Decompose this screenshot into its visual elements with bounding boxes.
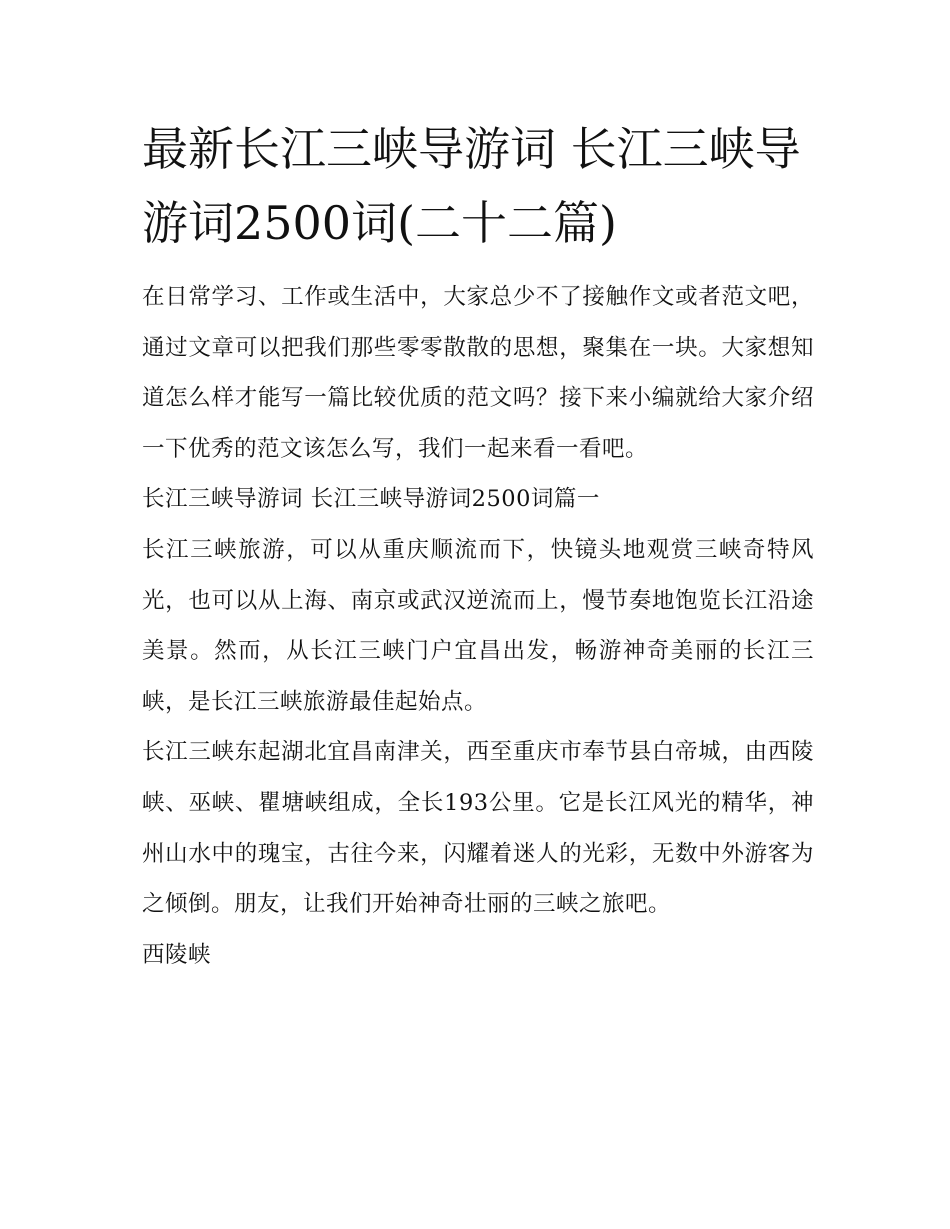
body-paragraph: 长江三峡旅游，可以从重庆顺流而下，快镜头地观赏三峡奇特风光，也可以从上海、南京或武汉逆流而上，慢节奏地饱览长江沿途美景。然而，从长江三峡门户宜昌出发，畅游神奇美丽的长江三峡，是长江三峡旅游最佳起始点。 — [142, 536, 814, 715]
section-heading: 长江三峡导游词 长江三峡导游词2500词篇一 — [142, 486, 600, 513]
subsection-heading: 西陵峡 — [142, 941, 212, 968]
intro-paragraph: 在日常学习、工作或生活中，大家总少不了接触作文或者范文吧，通过文章可以把我们那些零零散散的思想，聚集在一块。大家想知道怎么样才能写一篇比较优质的范文吗？接下来小编就给大家介绍一下优秀的范文该怎么写，我们一起来看一看吧。 — [142, 284, 814, 462]
document-title: 最新长江三峡导游词 长江三峡导游词2500词(二十二篇) — [142, 122, 801, 250]
document-body — [142, 112, 814, 980]
body-paragraph: 长江三峡东起湖北宜昌南津关，西至重庆市奉节县白帝城，由西陵峡、巫峡、瞿塘峡组成，全长193公里。它是长江风光的精华，神州山水中的瑰宝，古往今来，闪耀着迷人的光彩，无数中外游客为之倾倒。朋友，让我们开始神奇壮丽的三峡之旅吧。 — [142, 739, 814, 918]
